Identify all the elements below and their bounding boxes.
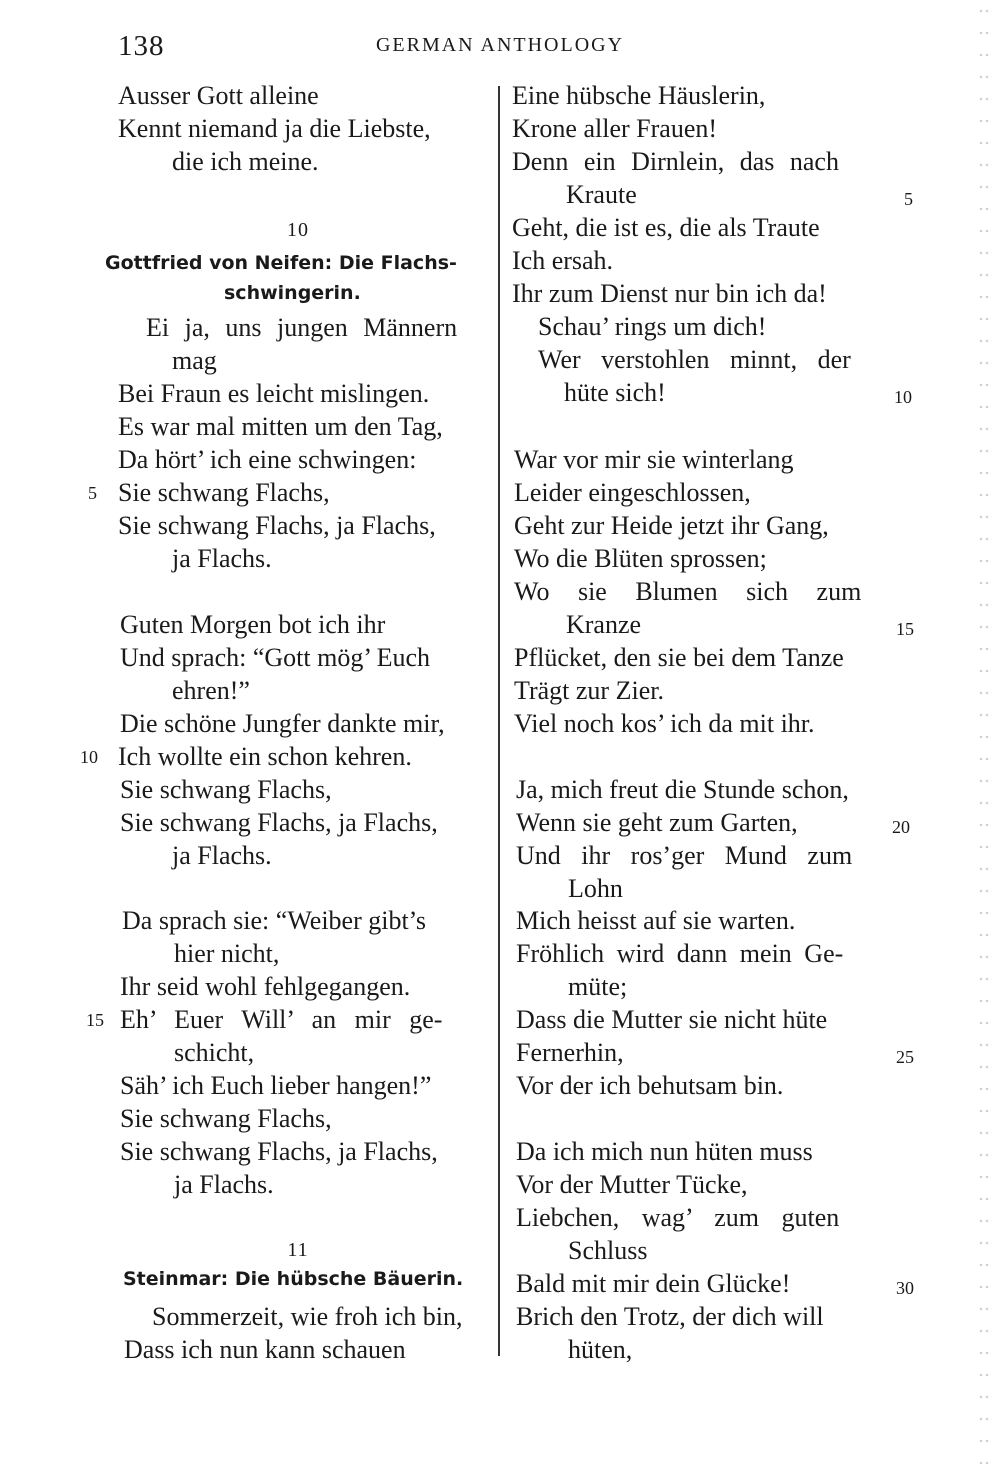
section-number: 11	[287, 1239, 309, 1261]
section-number: 10	[287, 219, 309, 241]
poem-line: Sie schwang Flachs, ja Flachs,	[120, 808, 438, 837]
poem-line: Sommerzeit, wie froh ich bin,	[152, 1302, 463, 1331]
poem-line: Wo sie Blumen sich zum	[514, 577, 862, 606]
poem-line: Sie schwang Flachs, ja Flachs,	[118, 511, 436, 540]
section-title: Steinmar: Die hübsche Bäuerin.	[123, 1268, 464, 1290]
poem-line: Bei Fraun es leicht mislingen.	[118, 379, 430, 408]
poem-line: mag	[172, 346, 217, 375]
poem-line: Es war mal mitten um den Tag,	[118, 412, 443, 441]
poem-line: Viel noch kos’ ich da mit ihr.	[514, 709, 815, 738]
poem-line: ja Flachs.	[174, 1170, 274, 1199]
poem-line: Trägt zur Zier.	[514, 676, 664, 705]
poem-line: Schluss	[568, 1236, 648, 1265]
poem-line: Dass die Mutter sie nicht hüte	[516, 1005, 828, 1034]
poem-line: Guten Morgen bot ich ihr	[120, 610, 386, 639]
poem-line: Geht, die ist es, die als Traute	[512, 213, 820, 242]
poem-line: Wo die Blüten sprossen;	[514, 544, 767, 573]
poem-line: Ei ja, uns jungen Männern	[146, 313, 458, 342]
poem-line: Dass ich nun kann schauen	[124, 1335, 406, 1364]
poem-line: Fernerhin,	[516, 1038, 624, 1067]
poem-line: Ihr seid wohl fehlgegangen.	[120, 972, 411, 1001]
poem-line: Fröhlich wird dann mein Ge-	[516, 939, 844, 968]
poem-line: hüte sich!	[564, 378, 666, 407]
poem-line: Und ihr ros’ger Mund zum	[516, 841, 853, 870]
poem-line: Sie schwang Flachs,	[120, 1104, 332, 1133]
poem-line: ja Flachs.	[172, 544, 272, 573]
line-number: 5	[88, 483, 97, 503]
margin-noise	[978, 0, 992, 1469]
poem-line: Und sprach: “Gott mög’ Euch	[120, 643, 430, 672]
poem-line: hüten,	[568, 1335, 633, 1364]
poem-line: Krone aller Frauen!	[512, 114, 718, 143]
poem-line: Denn ein Dirnlein, das nach	[512, 147, 839, 176]
poem-line: ehren!”	[172, 676, 250, 705]
poem-line: Eine hübsche Häuslerin,	[512, 81, 766, 110]
poem-line: Ja, mich freut die Stunde schon,	[516, 775, 849, 804]
poem-line: Die schöne Jungfer dankte mir,	[120, 709, 445, 738]
poem-line: Liebchen, wag’ zum guten	[516, 1203, 840, 1232]
poem-line: Kraute	[566, 180, 637, 209]
poem-line: Vor der Mutter Tücke,	[516, 1170, 748, 1199]
poem-line: Sie schwang Flachs,	[120, 775, 332, 804]
poem-line: Da sprach sie: “Weiber gibt’s	[122, 906, 427, 935]
page-number: 138	[118, 30, 165, 62]
poem-line: Da ich mich nun hüten muss	[516, 1137, 813, 1166]
poem-line: Ihr zum Dienst nur bin ich da!	[512, 279, 827, 308]
running-head	[0, 34, 1000, 57]
poem-line: Ausser Gott alleine	[118, 81, 319, 110]
poem-line: Kranze	[566, 610, 642, 639]
poem-line: hier nicht,	[174, 939, 280, 968]
poem-line: die ich meine.	[172, 147, 319, 176]
poem-line: Eh’ Euer Will’ an mir ge-	[120, 1005, 443, 1034]
poem-line: Da hört’ ich eine schwingen:	[118, 445, 417, 474]
poem-line: Bald mit mir dein Glücke!	[516, 1269, 791, 1298]
poem-line: Sie schwang Flachs,	[118, 478, 330, 507]
line-number: 25	[896, 1047, 914, 1067]
poem-line: ja Flachs.	[172, 841, 272, 870]
poem-line: Geht zur Heide jetzt ihr Gang,	[514, 511, 829, 540]
poem-line: schicht,	[174, 1038, 255, 1067]
poem-line: War vor mir sie winterlang	[514, 445, 794, 474]
poem-line: Lohn	[568, 874, 623, 903]
poem-line: Wenn sie geht zum Garten,	[516, 808, 798, 837]
poem-line: müte;	[568, 972, 628, 1001]
poem-line: Mich heisst auf sie warten.	[516, 906, 796, 935]
poem-line: Kennt niemand ja die Liebste,	[118, 114, 431, 143]
running-head-text: GERMAN ANTHOLOGY	[375, 34, 625, 56]
column-divider	[498, 86, 500, 1356]
line-number: 30	[896, 1278, 914, 1298]
poem-line: Ich wollte ein schon kehren.	[118, 742, 412, 771]
line-number: 10	[80, 747, 98, 767]
line-number: 15	[86, 1010, 104, 1030]
poem-line: Leider eingeschlossen,	[514, 478, 751, 507]
line-number: 20	[892, 817, 910, 837]
poem-line: Ich ersah.	[512, 246, 614, 275]
line-number: 5	[904, 189, 913, 209]
poem-line: Sie schwang Flachs, ja Flachs,	[120, 1137, 438, 1166]
section-title: schwingerin.	[224, 282, 361, 304]
poem-line: Pflücket, den sie bei dem Tanze	[514, 643, 844, 672]
poem-line: Schau’ rings um dich!	[538, 312, 767, 341]
line-number: 15	[896, 619, 914, 639]
poem-line: Wer verstohlen minnt, der	[538, 345, 851, 374]
poem-line: Brich den Trotz, der dich will	[516, 1302, 824, 1331]
section-title: Gottfried von Neifen: Die Flachs-	[105, 252, 457, 274]
line-number: 10	[894, 387, 912, 407]
poem-line: Vor der ich behutsam bin.	[516, 1071, 784, 1100]
poem-line: Säh’ ich Euch lieber hangen!”	[120, 1071, 432, 1100]
